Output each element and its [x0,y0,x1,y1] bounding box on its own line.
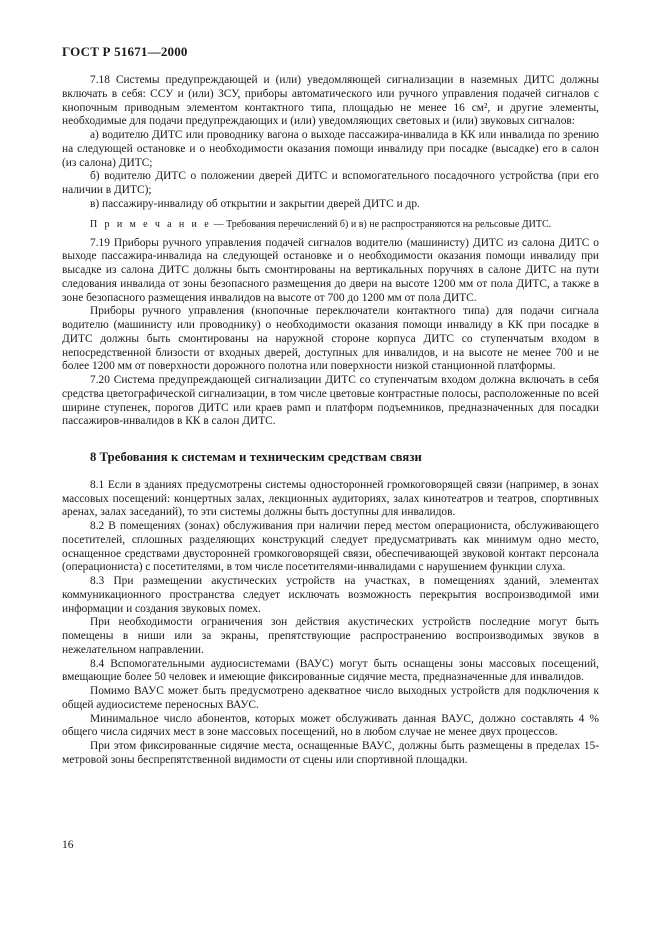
paragraph-8-3-cont: При необходимости ограничения зон действия акустических устройств последние могут быть помещены в ниши или за экраны, препятствующие распространению воспроизводимых звуков в нежелательном направлении. [62,616,599,656]
paragraph-8-4-cont2: Минимальное число абонентов, которых может обслуживать данная ВАУС, должно составлять 4 % общего числа сидячих мест в зоне массовых посещений, но в любом случае не менее двух процессов. [62,712,599,739]
paragraph-8-3: 8.3 При размещении акустических устройств на участках, в помещениях зданий, элементах коммуникационного пространства следует исключать возможность перекрытия воспроизводимой ими информации и создания звуковых помех. [62,575,599,615]
note [62,218,599,231]
list-item-b: б) водителю ДИТС о положении дверей ДИТС и вспомогательного посадочного устройства (при его наличии в ДИТС); [62,170,599,196]
paragraph-7-18: 7.18 Системы предупреждающей и (или) уведомляющей сигнализации в наземных ДИТС должны включать в себя: ССУ и (или) ЗСУ, приборы автоматического или ручного управления подачей сигналов с кнопочным приводным элементом контактного типа, площадью не менее 16 см², и другие элементы, необходимые для подачи предупреждающих и (или) уведомляющих световых и (или) звуковых сигналов: [62,74,599,128]
section-8-title: 8 Требования к системам и техническим средствам связи [90,450,422,464]
list-item-c: в) пассажиру-инвалиду об открытии и закрытии дверей ДИТС и др. [90,197,420,210]
paragraph-8-4-cont1: Помимо ВАУС может быть предусмотрено адекватное число выходных устройств для подключения к общей аудиосистеме переносных ВАУС. [62,685,599,711]
paragraph-8-4: 8.4 Вспомогательными аудиосистемами (ВАУС) могут быть оснащены зоны массовых посещений, вмещающие более 50 человек и имеющие фиксированные сидячие места, предназначенные для инвалидов. [62,657,599,684]
document-header: ГОСТ Р 51671—2000 [62,44,188,59]
paragraph-7-19-cont: Приборы ручного управления (кнопочные переключатели контактного типа) для подачи сигнала водителю (машинисту или проводнику) о необходимости оказания помощи инвалиду в КК при посадке в ДИТС должны быть смонтированы на наружной стороне корпуса ДИТС со ступенчатым входом в непосредственной близости от входных дверей, доступных для инвалидов, и на высоте не менее 700 и не более 1200 мм от поверхности дорожного полотна или поверхности низкой станционной платформы. [62,305,599,373]
list-item-a: а) водителю ДИТС или проводнику вагона о выходе пассажира-инвалида в КК или инвалида по зрению на следующей остановке и о необходимости оказания помощи инвалиду при посадке (высадке) его в салон (из салона) ДИТС; [62,129,599,169]
document-body [62,74,599,768]
paragraph-8-1: 8.1 Если в зданиях предусмотрены системы односторонней громкоговорящей связи (например, в зонах массовых посещений: концертных залах, лекционных аудиториях, залах кинотеатров и театров, спортивных аренах, залах заседаний), то эти системы должны быть доступны для инвалидов. [62,478,599,519]
paragraph-7-19: 7.19 Приборы ручного управления подачей сигналов водителю (машинисту) ДИТС из салона ДИТС о выходе пассажира-инвалида на следующей остановке и о необходимости оказания помощи инвалиду при высадке из салона ДИТС должны быть смонтированы на вертикальных поручнях в салоне ДИТС на пути следования инвалида от зоны безопасного размещения до двери на высоте 1200 мм от пола ДИТС, а также в зоне безопасного размещения инвалидов на высоте от 700 до 1200 мм от пола ДИТС. [62,236,599,304]
paragraph-8-2: 8.2 В помещениях (зонах) обслуживания при наличии перед местом операциониста, обслуживающего посетителей, сплошных разделяющих конструкций следует предусматривать как минимум одно место, оснащенное средствами двусторонней громкоговорящей связи, обеспечивающей звуковой контакт персонала (операциониста) с посетителями, в том числе посетителями-инвалидами с нарушением функции слуха. [62,520,599,574]
paragraph-7-20: 7.20 Система предупреждающей сигнализации ДИТС со ступенчатым входом должна включать в себя средства цветографической сигнализации, в том числе цветовые контрастные полосы, расположенные по всей ширине ступенек, порогов ДИТС или краев рамп и платформ подъемников, предназначенных для посадки пассажиров-инвалидов в КК в салон ДИТС. [62,374,599,428]
note-label: П р и м е ч а н и е [90,218,212,230]
paragraph-8-4-cont3: При этом фиксированные сидячие места, оснащенные ВАУС, должны быть размещены в пределах 15-метровой зоны беспрепятственной видимости от сцены или спортивной площадки. [62,740,599,766]
page-number: 16 [62,839,74,851]
note-text: — Требования перечислений б) и в) не распространяются на рельсовые ДИТС. [211,218,552,230]
